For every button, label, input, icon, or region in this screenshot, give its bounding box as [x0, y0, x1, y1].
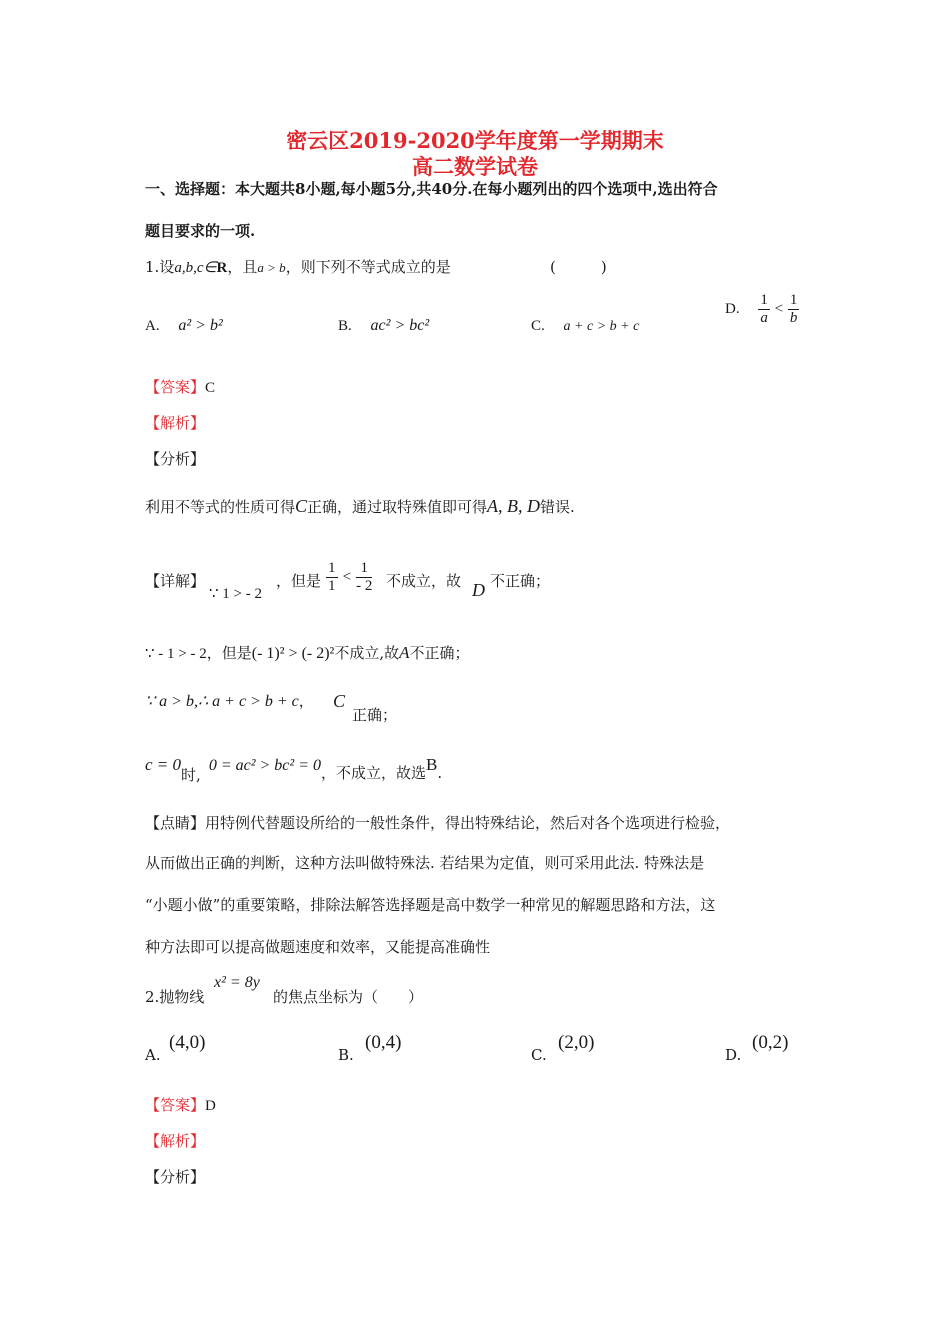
q1-stem-pre: 1.设 — [145, 258, 175, 276]
q1-dianjing-line2: 从而做出正确的判断，这种方法叫做特殊法. 若结果为定值，则可采用此法. 特殊法是 — [145, 854, 705, 872]
q2-option-d-label: D. — [725, 1046, 742, 1064]
option-label: D. — [725, 301, 740, 317]
option-label: C. — [531, 318, 545, 334]
option-label: A. — [145, 318, 160, 334]
q1-d3-end: 正确； — [352, 706, 398, 724]
fraction-1-over-b: $\frac{1}{b}$ — [789, 292, 798, 326]
section-heading-line1: 一、选择题：本大题共8小题,每小题5分,共40分.在每小题列出的四个选项中,选出符合 — [145, 180, 718, 198]
answer-tag: 【答案】 — [145, 378, 206, 396]
page-subtitle: 高二数学试卷 — [412, 154, 538, 179]
q1-detail-line2: ∵ - 1 > - 2，但是(- 1)² > (- 2)²不成立,故A不正确； — [145, 643, 470, 662]
q2-stem-post: 的焦点坐标为（ ） — [273, 988, 424, 1006]
q2-option-d: (0,2) — [752, 1032, 789, 1053]
option-math: a + c > b + c — [563, 319, 640, 334]
q2-option-a: (4,0) — [169, 1032, 206, 1053]
q1-d1-inequality: $\frac{1}{1}$ < $\frac{1}{- 2}$ — [328, 560, 373, 594]
page-title: 密云区2019-2020学年度第一学期期末 — [286, 128, 664, 153]
q2-stem-pre: 2.抛物线 — [145, 988, 205, 1006]
q1-dianjing-line1: 【点睛】用特例代替题设所给的一般性条件，得出特殊结论，然后对各个选项进行检验， — [145, 814, 731, 832]
q1-stem-mid: ，且 — [227, 258, 258, 276]
q2-option-a-label: A. — [145, 1046, 161, 1064]
q1-jiexi-tag: 【解析】 — [145, 414, 206, 432]
q2-stem-math: x² = 8y — [214, 974, 260, 991]
option-label: B. — [338, 318, 352, 334]
q1-d3-C: C — [333, 691, 346, 711]
q1-d1-end: 不正确； — [490, 572, 551, 590]
answer-tag: 【答案】 — [145, 1096, 206, 1114]
q2-jiexi-tag: 【解析】 — [145, 1132, 206, 1150]
q1-d1-post: 不成立，故 — [386, 572, 462, 590]
q2-option-c-label: C. — [531, 1046, 547, 1064]
q1-option-b — [338, 316, 429, 335]
q1-paren: ( ) — [550, 258, 607, 276]
q1-option-d — [725, 292, 799, 327]
section-heading-line2: 题目要求的一项. — [145, 222, 256, 240]
q1-detail-line3: ∵ a > b,∴ a + c > b + c， — [145, 692, 314, 710]
q1-answer — [145, 376, 215, 397]
dianjing-tag: 【点睛】 — [145, 814, 206, 832]
q1-dianjing-line3: “小题小做”的重要策略，排除法解答选择题是高中数学一种常见的解题思路和方法，这 — [145, 896, 716, 914]
less-than-sign: < — [774, 301, 784, 317]
q1-d1-D: D — [472, 580, 485, 600]
q1-d1-but: ，但是 — [276, 572, 322, 590]
q1-fenxi-tag: 【分析】 — [145, 450, 206, 468]
q1-detail-tag: 【详解】 — [145, 572, 206, 590]
option-math: a² > b² — [178, 317, 223, 334]
q1-fenxi-text: 利用不等式的性质可得C正确，通过取特殊值即可得A, B, D错误. — [145, 496, 575, 516]
q1-stem-R: R — [216, 260, 228, 276]
q2-option-c: (2,0) — [558, 1032, 595, 1053]
q2-answer — [145, 1094, 216, 1115]
q1-d1-because: ∵ 1 > - 2 — [209, 586, 262, 602]
q1-stem-cond: a > b — [257, 260, 286, 275]
fraction-1-over-a: $\frac{1}{a}$ — [760, 292, 768, 326]
q1-stem — [145, 256, 451, 277]
q2-option-b-label: B. — [338, 1046, 354, 1064]
fraction-1-over-neg2: $\frac{1}{- 2}$ — [356, 560, 373, 594]
q1-detail-line4: c = 0时,0 = ac² > bc² = 0，不成立，故选B. — [145, 755, 443, 784]
answer-value: C — [205, 380, 216, 396]
answer-value: D — [205, 1098, 216, 1114]
q2-option-b: (0,4) — [365, 1032, 402, 1053]
q1-stem-post: ，则下列不等式成立的是 — [285, 258, 451, 276]
q1-option-a — [145, 316, 223, 335]
q1-option-c — [531, 316, 639, 335]
option-math: ac² > bc² — [370, 317, 430, 334]
q1-dianjing-line4: 种方法即可以提高做题速度和效率，又能提高准确性 — [145, 938, 491, 956]
q1-stem-vars: a,b,c∈ — [174, 260, 217, 276]
fraction-1-over-1: $\frac{1}{1}$ — [328, 560, 336, 594]
q2-fenxi-tag: 【分析】 — [145, 1168, 206, 1186]
